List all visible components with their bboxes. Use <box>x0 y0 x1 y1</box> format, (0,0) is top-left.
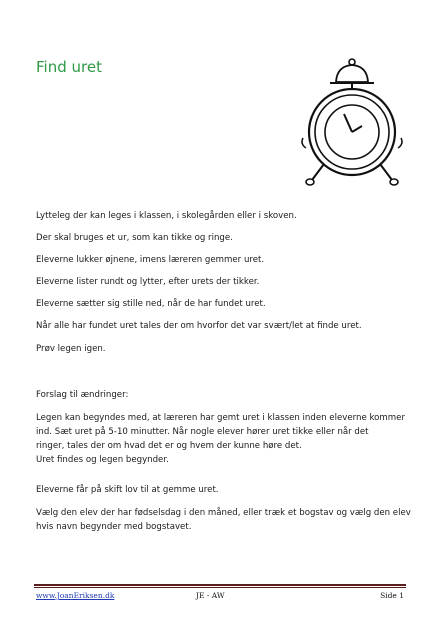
footer-page-number: Side 1 <box>380 591 404 600</box>
paragraph-7: Prøv legen igen. <box>36 344 106 354</box>
suggestion-3-line-1: Vælg den elev der har fødselsdag i den måned, eller træk et bogstav og vælg den elev <box>36 508 411 518</box>
suggestion-line-2: ind. Sæt uret på 5-10 minutter. Når nogle elever hører uret tikke eller når det <box>36 427 369 437</box>
suggestion-3-line-2: hvis navn begynder med bogstavet. <box>36 522 192 532</box>
page-title: Find uret <box>36 58 102 76</box>
suggestion-line-1: Legen kan begyndes med, at læreren har gemt uret i klassen inden eleverne kommer <box>36 413 405 423</box>
paragraph-5: Eleverne sætter sig stille ned, når de har fundet uret. <box>36 299 266 309</box>
suggestions-heading: Forslag til ændringer: <box>36 390 129 400</box>
suggestion-2: Eleverne får på skift lov til at gemme uret. <box>36 485 219 495</box>
footer-website-link[interactable]: www.JoanEriksen.dk <box>36 591 115 600</box>
footer-divider <box>34 584 406 586</box>
suggestion-line-4: Uret findes og legen begynder. <box>36 455 169 465</box>
paragraph-1: Lytteleg der kan leges i klassen, i skolegården eller i skoven. <box>36 211 297 221</box>
paragraph-4: Eleverne lister rundt og lytter, efter urets der tikker. <box>36 277 260 287</box>
paragraph-6: Når alle har fundet uret tales der om hvorfor det var svært/let at finde uret. <box>36 321 362 331</box>
suggestion-line-3: ringer, tales der om hvad det er og hvem der kunne høre det. <box>36 441 302 451</box>
footer-author: JE - AW <box>196 591 225 600</box>
alarm-clock-icon <box>296 52 408 188</box>
paragraph-3: Eleverne lukker øjnene, imens læreren gemmer uret. <box>36 255 265 265</box>
footer-divider-thin <box>34 587 406 588</box>
paragraph-2: Der skal bruges et ur, som kan tikke og ringe. <box>36 233 233 243</box>
